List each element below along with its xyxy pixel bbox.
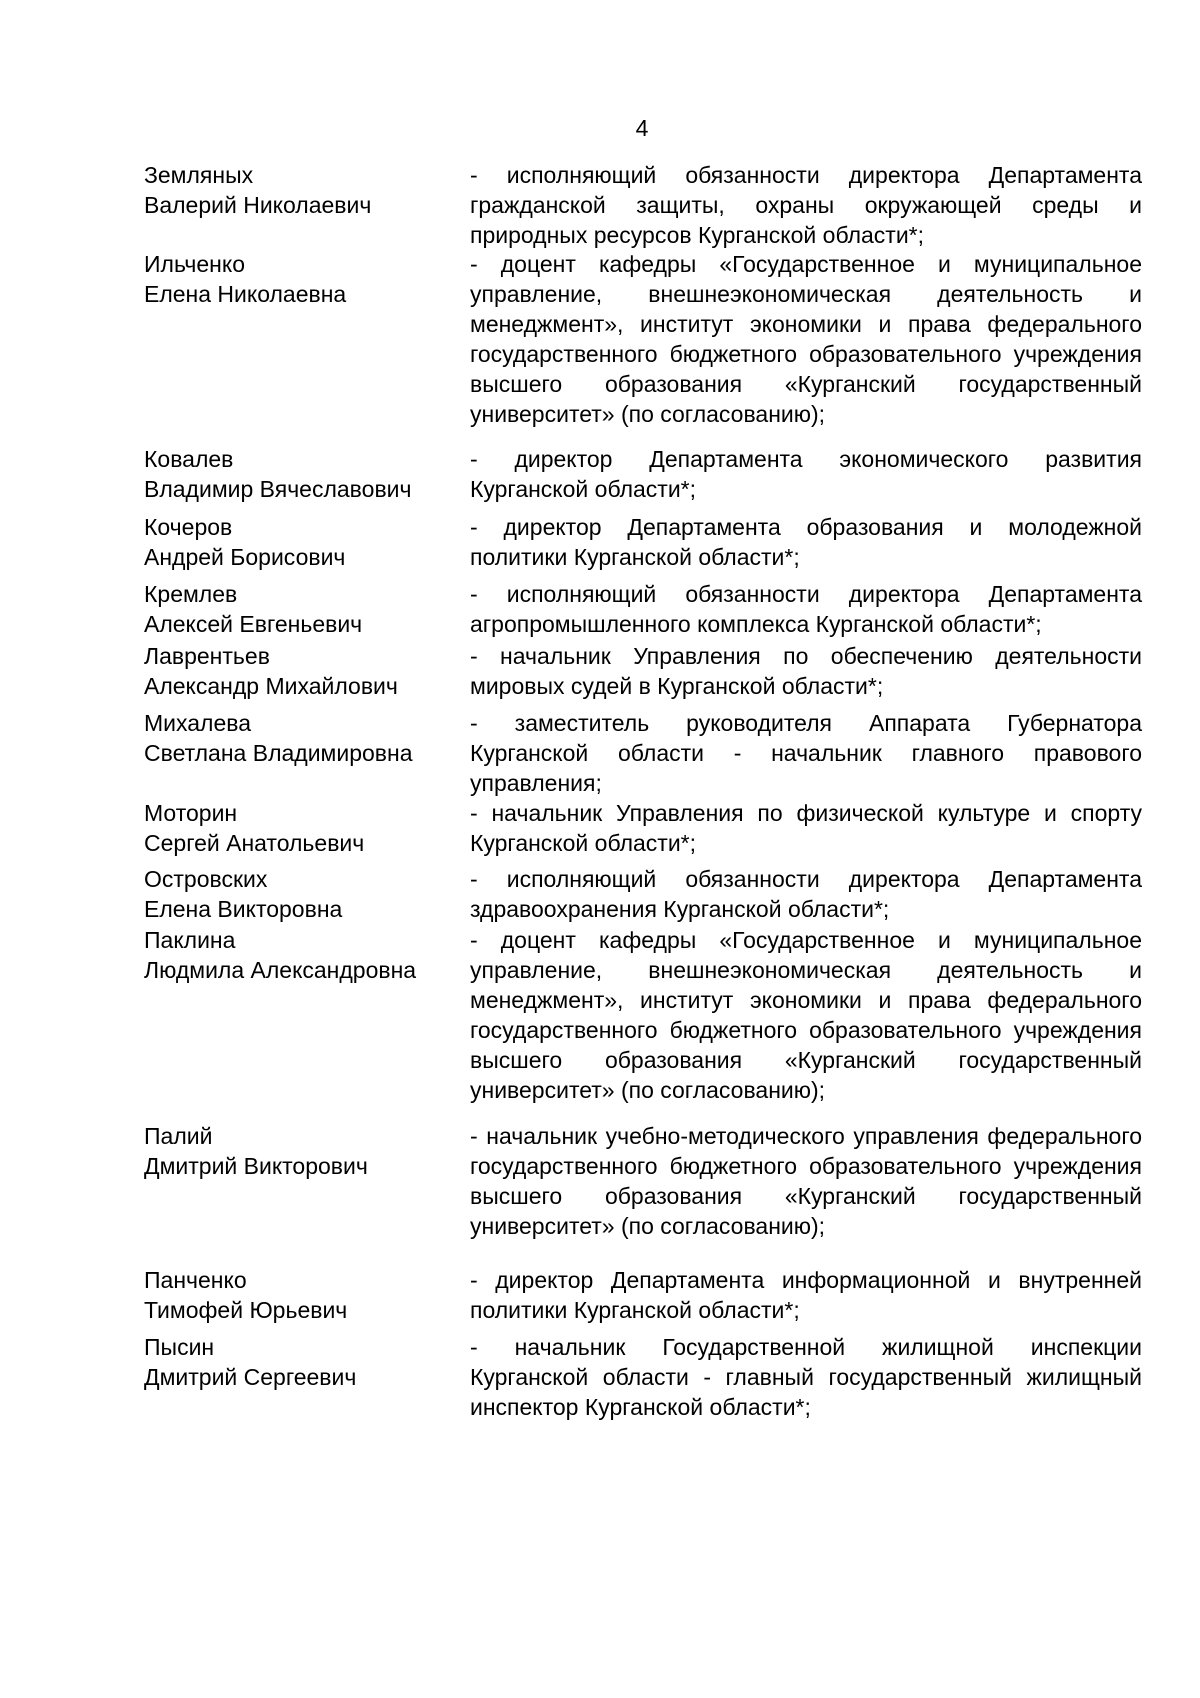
member-surname: Кремлев bbox=[144, 581, 238, 607]
member-position: - доцент кафедры «Государственное и муниципальное управление, внешнеэкономическая деятельность и менеджмент», институт экономики и права федерального государственного бюджетного образовательного учреждения высшего образования «Курганский государственный университет» (по согласованию); bbox=[470, 251, 1142, 427]
member-given-name: Валерий Николаевич bbox=[144, 192, 372, 218]
member-name bbox=[144, 512, 464, 572]
member-name bbox=[144, 925, 464, 985]
member-surname: Моторин bbox=[144, 800, 238, 826]
member-position: - доцент кафедры «Государственное и муниципальное управление, внешнеэкономическая деятельность и менеджмент», институт экономики и права федерального государственного бюджетного образовательного учреждения высшего образования «Курганский государственный университет» (по согласованию); bbox=[470, 927, 1142, 1103]
member-surname: Ковалев bbox=[144, 446, 234, 472]
member-given-name: Андрей Борисович bbox=[144, 544, 346, 570]
member-surname: Ильченко bbox=[144, 251, 245, 277]
member-given-name: Алексей Евгеньевич bbox=[144, 611, 363, 637]
member-name bbox=[144, 444, 464, 504]
member-name bbox=[144, 1265, 464, 1325]
member-name bbox=[144, 1121, 464, 1181]
member-given-name: Людмила Александровна bbox=[144, 957, 417, 983]
member-given-name: Владимир Вячеславович bbox=[144, 476, 412, 502]
member-name bbox=[144, 708, 464, 768]
member-surname: Паклина bbox=[144, 927, 236, 953]
member-surname: Панченко bbox=[144, 1267, 247, 1293]
member-given-name: Елена Николаевна bbox=[144, 281, 347, 307]
member-name bbox=[144, 1332, 464, 1392]
member-position: - исполняющий обязанности директора Департамента агропромышленного комплекса Курганской области*; bbox=[470, 581, 1142, 637]
member-position: - начальник учебно-методического управления федерального государственного бюджетного образовательного учреждения высшего образования «Курганский государственный университет» (по согласованию); bbox=[470, 1123, 1142, 1239]
member-name bbox=[144, 160, 464, 220]
member-given-name: Елена Викторовна bbox=[144, 896, 343, 922]
member-position: - исполняющий обязанности директора Департамента гражданской защиты, охраны окружающей среды и природных ресурсов Курганской области*; bbox=[470, 162, 1142, 248]
member-given-name: Сергей Анатольевич bbox=[144, 830, 365, 856]
member-surname: Земляных bbox=[144, 162, 254, 188]
page-number: 4 bbox=[635, 115, 649, 141]
member-name bbox=[144, 864, 464, 924]
member-surname: Кочеров bbox=[144, 514, 233, 540]
member-position: - директор Департамента экономического развития Курганской области*; bbox=[470, 446, 1142, 502]
member-name bbox=[144, 798, 464, 858]
member-given-name: Дмитрий Сергеевич bbox=[144, 1364, 357, 1390]
member-given-name: Александр Михайлович bbox=[144, 673, 398, 699]
member-given-name: Дмитрий Викторович bbox=[144, 1153, 368, 1179]
member-position: - директор Департамента информационной и внутренней политики Курганской области*; bbox=[470, 1267, 1142, 1323]
member-position: - заместитель руководителя Аппарата Губернатора Курганской области - начальник главного правового управления; bbox=[470, 710, 1142, 796]
member-surname: Островских bbox=[144, 866, 268, 892]
member-name bbox=[144, 249, 464, 309]
member-surname: Палий bbox=[144, 1123, 213, 1149]
member-position: - исполняющий обязанности директора Департамента здравоохранения Курганской области*; bbox=[470, 866, 1142, 922]
member-surname: Лаврентьев bbox=[144, 643, 270, 669]
member-name bbox=[144, 579, 464, 639]
member-position: - начальник Государственной жилищной инспекции Курганской области - главный государственный жилищный инспектор Курганской области*; bbox=[470, 1334, 1142, 1420]
member-name bbox=[144, 641, 464, 701]
member-given-name: Светлана Владимировна bbox=[144, 740, 413, 766]
member-given-name: Тимофей Юрьевич bbox=[144, 1297, 348, 1323]
member-position: - директор Департамента образования и молодежной политики Курганской области*; bbox=[470, 514, 1142, 570]
member-surname: Пысин bbox=[144, 1334, 215, 1360]
member-position: - начальник Управления по обеспечению деятельности мировых судей в Курганской области*; bbox=[470, 643, 1142, 699]
member-position: - начальник Управления по физической культуре и спорту Курганской области*; bbox=[470, 800, 1142, 856]
member-surname: Михалева bbox=[144, 710, 252, 736]
